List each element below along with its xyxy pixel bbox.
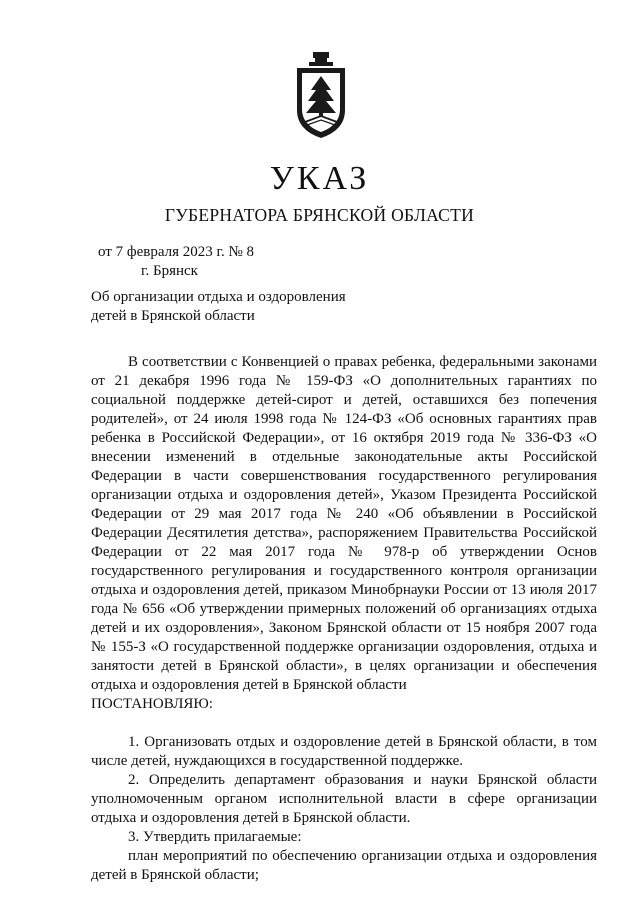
document-meta xyxy=(98,243,254,281)
subject-line-1: Об организации отдыха и оздоровления xyxy=(91,289,346,305)
item-paragraph: 2. Определить департамент образования и науки Брянской области уполномоченным органом исполнительной власти в сфере организации отдыха и оздоровления детей в Брянской области. xyxy=(91,772,597,826)
subject-line-2: детей в Брянской области xyxy=(91,308,255,324)
item-paragraph: план мероприятий по обеспечению организации отдыха и оздоровления детей в Брянской области; xyxy=(91,848,597,883)
item-paragraph: 1. Организовать отдых и оздоровление детей в Брянской области, в том числе детей, нуждающихся в государственной поддержке. xyxy=(91,734,597,769)
city-line: г. Брянск xyxy=(141,263,198,279)
date-number-line: от 7 февраля 2023 г. № 8 xyxy=(98,244,255,260)
decree-word: ПОСТАНОВЛЯЮ: xyxy=(91,696,213,712)
preamble-paragraph: В соответствии с Конвенцией о правах ребенка, федеральными законами от 21 декабря 1996 года № 159-ФЗ «О дополнительных гарантиях по социальной поддержке детей-сирот и детей, оставшихся без попечения родителей», от 24 июля 1998 года № 124-ФЗ «Об основных гарантиях прав ребенка в Российской Федерации», от 16 октября 2019 года № 336-ФЗ «О внесении изменений в отдельные законодательные акты Российской Федерации в части совершенствования государственного регулирования организации отдыха и оздоровления детей», Указом Президента Российской Федерации от 29 мая 2017 года № 240 «Об объявлении в Российской Федерации Десятилетия детства», распоряжением Правительства Российской Федерации от 22 мая 2017 года № 978-р об утверждении Основ государственного регулирования и государственного контроля организации отдыха и оздоровления детей, приказом Минобрнауки России от 13 июля 2017 года № 656 «Об утверждении примерных положений об организациях отдыха детей и их оздоровления», Законом Брянской области от 15 ноября 2007 года № 155-З «О государственной поддержке организации оздоровления, отдыха и занятости детей в Брянской области», в целях организации и обеспечения отдыха и оздоровления детей в Брянской области xyxy=(91,354,597,693)
item-paragraph: 3. Утвердить прилагаемые: xyxy=(128,829,302,845)
document-body xyxy=(91,353,597,885)
document-subject xyxy=(91,288,346,326)
document-title: УКАЗ xyxy=(269,160,370,197)
document-subtitle: ГУБЕРНАТОРА БРЯНСКОЙ ОБЛАСТИ xyxy=(164,205,475,225)
coat-of-arms-icon xyxy=(295,52,347,140)
